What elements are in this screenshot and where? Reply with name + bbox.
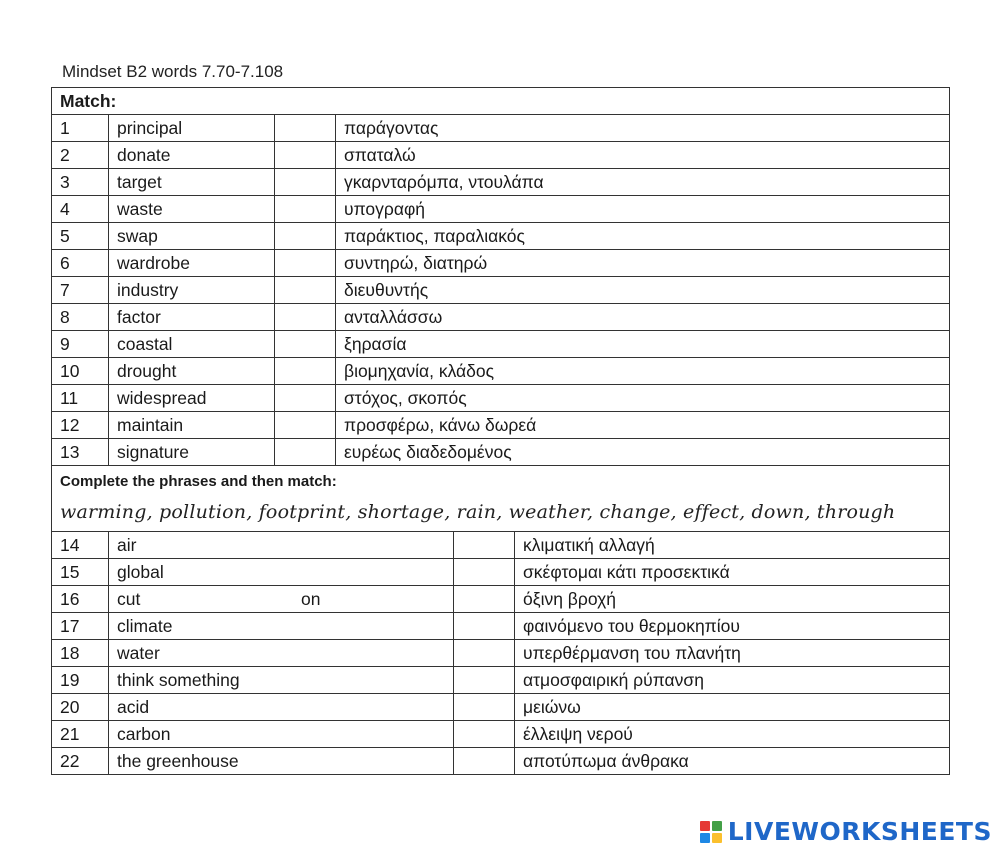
match-row bbox=[52, 385, 950, 412]
greek-translation: μειώνω bbox=[515, 694, 950, 721]
answer-blank[interactable] bbox=[275, 412, 336, 439]
answer-blank[interactable] bbox=[454, 694, 515, 721]
english-word: target bbox=[109, 169, 275, 196]
english-word: waste bbox=[109, 196, 275, 223]
answer-blank[interactable] bbox=[454, 532, 515, 559]
phrase-row bbox=[52, 640, 950, 667]
greek-translation: ξηρασία bbox=[336, 331, 950, 358]
row-number: 16 bbox=[52, 586, 109, 613]
answer-blank[interactable] bbox=[275, 196, 336, 223]
match-row bbox=[52, 142, 950, 169]
logo-icon bbox=[700, 821, 722, 843]
phrase-start: air bbox=[109, 532, 454, 559]
greek-translation: έλλειψη νερού bbox=[515, 721, 950, 748]
greek-translation: σπαταλώ bbox=[336, 142, 950, 169]
english-word: drought bbox=[109, 358, 275, 385]
answer-blank[interactable] bbox=[275, 115, 336, 142]
english-word: donate bbox=[109, 142, 275, 169]
row-number: 14 bbox=[52, 532, 109, 559]
match-header-row bbox=[52, 88, 950, 115]
worksheet-table bbox=[51, 87, 950, 775]
row-number: 9 bbox=[52, 331, 109, 358]
greek-translation: γκαρνταρόμπα, ντουλάπα bbox=[336, 169, 950, 196]
logo-text: LIVEWORKSHEETS bbox=[727, 817, 992, 846]
phrase-start: the greenhouse bbox=[109, 748, 454, 775]
greek-translation: υπογραφή bbox=[336, 196, 950, 223]
match-section bbox=[52, 88, 950, 466]
row-number: 10 bbox=[52, 358, 109, 385]
answer-blank[interactable] bbox=[454, 559, 515, 586]
phrase-row bbox=[52, 559, 950, 586]
phrase-start: water bbox=[109, 640, 454, 667]
row-number: 12 bbox=[52, 412, 109, 439]
match-row bbox=[52, 115, 950, 142]
row-number: 6 bbox=[52, 250, 109, 277]
logo-square-1 bbox=[700, 821, 710, 831]
row-number: 22 bbox=[52, 748, 109, 775]
answer-blank[interactable] bbox=[275, 385, 336, 412]
row-number: 5 bbox=[52, 223, 109, 250]
match-row bbox=[52, 358, 950, 385]
greek-translation: ανταλλάσσω bbox=[336, 304, 950, 331]
phrase-row bbox=[52, 613, 950, 640]
phrase-suffix: on bbox=[301, 589, 321, 609]
match-row bbox=[52, 169, 950, 196]
row-number: 7 bbox=[52, 277, 109, 304]
row-number: 4 bbox=[52, 196, 109, 223]
match-row bbox=[52, 331, 950, 358]
greek-translation: παράγοντας bbox=[336, 115, 950, 142]
logo-square-4 bbox=[712, 833, 722, 843]
answer-blank[interactable] bbox=[454, 748, 515, 775]
logo-square-3 bbox=[700, 833, 710, 843]
liveworksheets-logo bbox=[700, 817, 992, 846]
answer-blank[interactable] bbox=[275, 223, 336, 250]
match-row bbox=[52, 196, 950, 223]
row-number: 1 bbox=[52, 115, 109, 142]
row-number: 15 bbox=[52, 559, 109, 586]
row-number: 19 bbox=[52, 667, 109, 694]
logo-square-2 bbox=[712, 821, 722, 831]
answer-blank[interactable] bbox=[275, 142, 336, 169]
phrase-row bbox=[52, 667, 950, 694]
answer-blank[interactable] bbox=[275, 358, 336, 385]
greek-translation: υπερθέρμανση του πλανήτη bbox=[515, 640, 950, 667]
phrase-start: global bbox=[109, 559, 454, 586]
greek-translation: όξινη βροχή bbox=[515, 586, 950, 613]
greek-translation: στόχος, σκοπός bbox=[336, 385, 950, 412]
phrase-start bbox=[109, 586, 454, 613]
phrase-row bbox=[52, 721, 950, 748]
match-row bbox=[52, 412, 950, 439]
phrase-start: think something bbox=[109, 667, 454, 694]
phrase-section bbox=[52, 466, 950, 775]
phrase-start: acid bbox=[109, 694, 454, 721]
greek-translation: αποτύπωμα άνθρακα bbox=[515, 748, 950, 775]
english-word: signature bbox=[109, 439, 275, 466]
row-number: 20 bbox=[52, 694, 109, 721]
row-number: 13 bbox=[52, 439, 109, 466]
phrase-row bbox=[52, 694, 950, 721]
answer-blank[interactable] bbox=[275, 331, 336, 358]
answer-blank[interactable] bbox=[454, 586, 515, 613]
greek-translation: κλιματική αλλαγή bbox=[515, 532, 950, 559]
greek-translation: βιομηχανία, κλάδος bbox=[336, 358, 950, 385]
phrase-instructions bbox=[52, 466, 950, 532]
greek-translation: παράκτιος, παραλιακός bbox=[336, 223, 950, 250]
english-word: factor bbox=[109, 304, 275, 331]
row-number: 2 bbox=[52, 142, 109, 169]
match-row bbox=[52, 277, 950, 304]
english-word: coastal bbox=[109, 331, 275, 358]
match-row bbox=[52, 250, 950, 277]
phrase-row bbox=[52, 748, 950, 775]
row-number: 3 bbox=[52, 169, 109, 196]
answer-blank[interactable] bbox=[275, 277, 336, 304]
match-row bbox=[52, 439, 950, 466]
english-word: widespread bbox=[109, 385, 275, 412]
row-number: 18 bbox=[52, 640, 109, 667]
answer-blank[interactable] bbox=[275, 304, 336, 331]
phrase-header-row bbox=[52, 466, 950, 532]
greek-translation: ευρέως διαδεδομένος bbox=[336, 439, 950, 466]
greek-translation: συντηρώ, διατηρώ bbox=[336, 250, 950, 277]
match-row bbox=[52, 223, 950, 250]
english-word: swap bbox=[109, 223, 275, 250]
answer-blank[interactable] bbox=[275, 169, 336, 196]
english-word: industry bbox=[109, 277, 275, 304]
row-number: 21 bbox=[52, 721, 109, 748]
phrase-row bbox=[52, 586, 950, 613]
english-word: principal bbox=[109, 115, 275, 142]
answer-blank[interactable] bbox=[454, 667, 515, 694]
match-row bbox=[52, 304, 950, 331]
english-word: wardrobe bbox=[109, 250, 275, 277]
greek-translation: φαινόμενο του θερμοκηπίου bbox=[515, 613, 950, 640]
match-header: Match: bbox=[52, 88, 950, 115]
answer-blank[interactable] bbox=[454, 640, 515, 667]
greek-translation: ατμοσφαιρική ρύπανση bbox=[515, 667, 950, 694]
phrase-start: carbon bbox=[109, 721, 454, 748]
english-word: maintain bbox=[109, 412, 275, 439]
greek-translation: διευθυντής bbox=[336, 277, 950, 304]
answer-blank[interactable] bbox=[275, 250, 336, 277]
phrase-header: Complete the phrases and then match: bbox=[60, 473, 337, 490]
greek-translation: προσφέρω, κάνω δωρεά bbox=[336, 412, 950, 439]
row-number: 8 bbox=[52, 304, 109, 331]
row-number: 11 bbox=[52, 385, 109, 412]
phrase-row bbox=[52, 532, 950, 559]
greek-translation: σκέφτομαι κάτι προσεκτικά bbox=[515, 559, 950, 586]
row-number: 17 bbox=[52, 613, 109, 640]
word-bank: warming, pollution, footprint, shortage, rain, weather, change, effect, down, through bbox=[60, 501, 896, 523]
answer-blank[interactable] bbox=[275, 439, 336, 466]
answer-blank[interactable] bbox=[454, 721, 515, 748]
answer-blank[interactable] bbox=[454, 613, 515, 640]
phrase-word: cut bbox=[117, 589, 141, 609]
worksheet-title: Mindset B2 words 7.70-7.108 bbox=[62, 62, 284, 81]
phrase-start: climate bbox=[109, 613, 454, 640]
